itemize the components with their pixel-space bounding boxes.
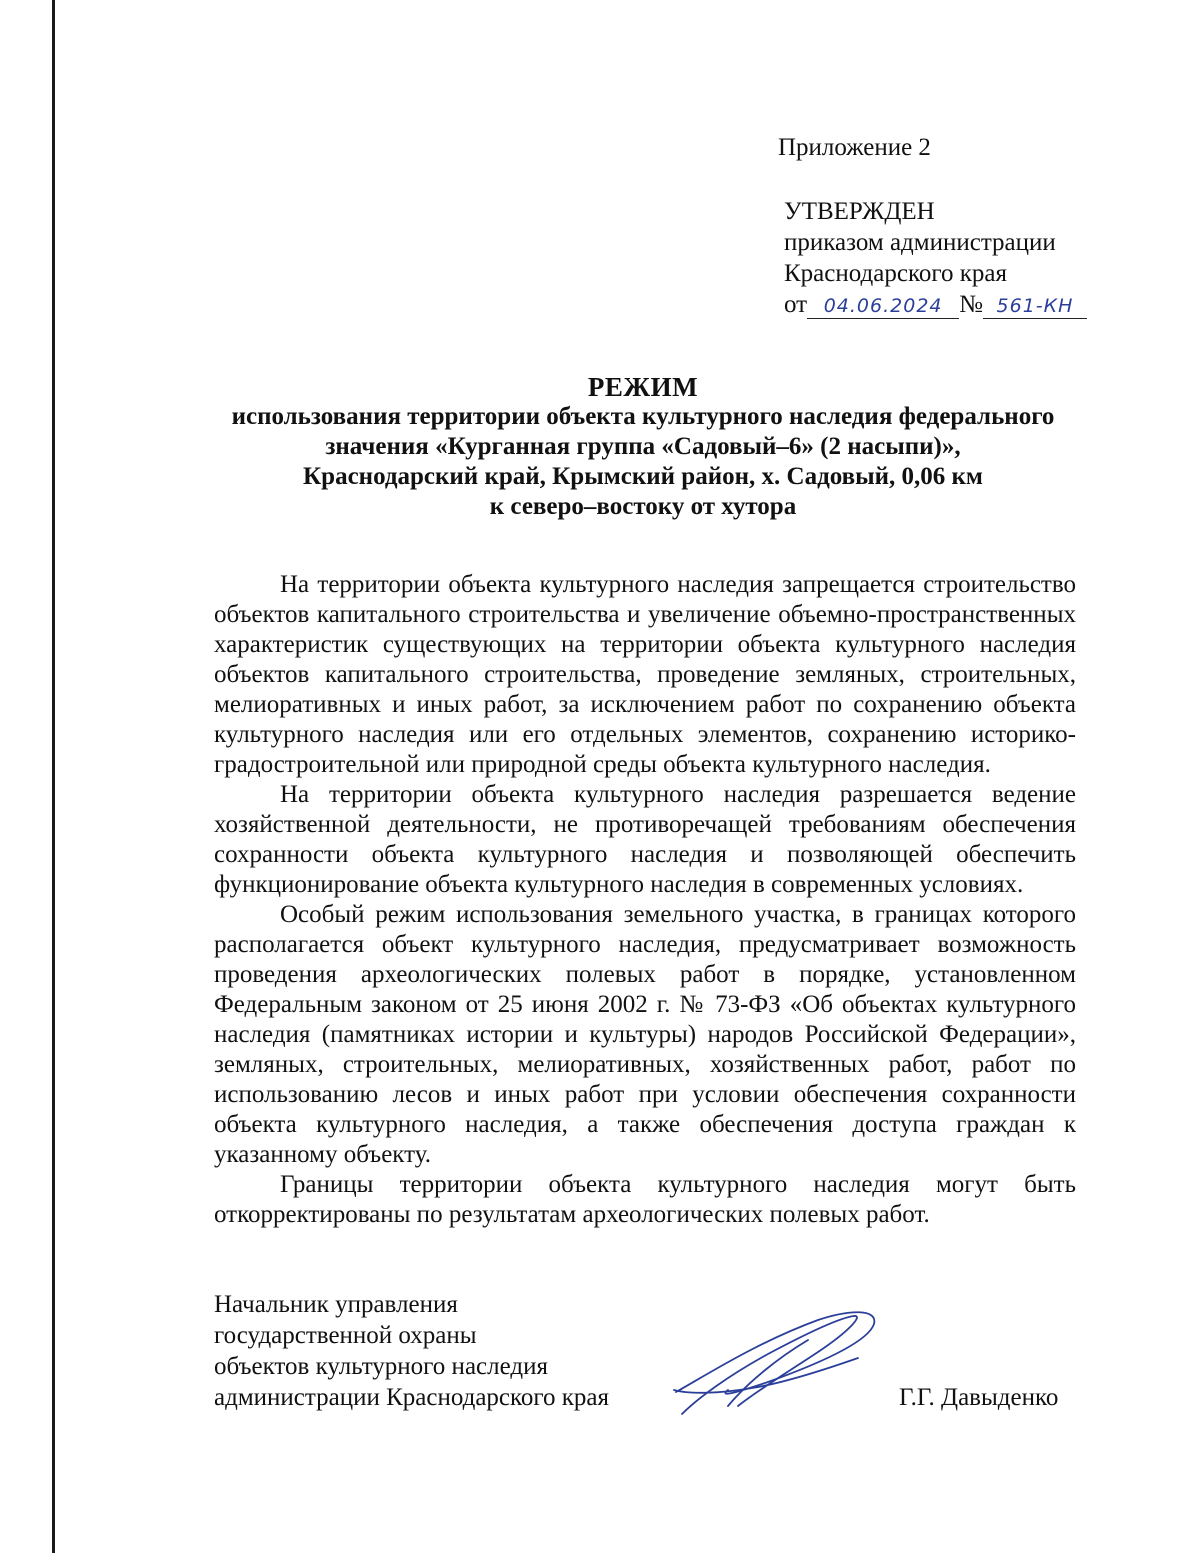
number-prefix: №: [959, 291, 983, 318]
handwritten-signature: [668, 1302, 888, 1424]
signatory-position: [214, 1289, 609, 1413]
title-line-4: к северо–востоку от хутора: [489, 493, 797, 520]
order-number: 561-КН: [983, 294, 1087, 319]
title-line-2: значения «Курганная группа «Садовый–6» (2 насыпи)»,: [325, 433, 961, 460]
position-line-1: Начальник управления: [214, 1291, 458, 1318]
approval-heading: УТВЕРЖДЕН: [784, 198, 935, 225]
position-line-3: объектов культурного наследия: [214, 1353, 548, 1380]
appendix-label: Приложение 2: [778, 134, 931, 161]
position-line-4: администрации Краснодарского края: [214, 1384, 610, 1411]
order-date: 04.06.2024: [807, 294, 959, 319]
scan-edge: [52, 0, 55, 1553]
paragraph-boundaries: Границы территории объекта культурного наследия могут быть откорректированы по результатам археологических полевых работ.: [214, 1171, 1076, 1228]
paragraph-permissions: На территории объекта культурного наследия разрешается ведение хозяйственной деятельности, не противоречащей требованиям обеспечения сохранности объекта культурного наследия и позволяющей обеспечить функционирование объекта культурного наследия в современных условиях.: [214, 781, 1076, 898]
title-main: РЕЖИМ: [587, 372, 699, 402]
approval-line-2: Краснодарского края: [784, 260, 1007, 287]
date-prefix: от: [784, 291, 808, 318]
position-line-2: государственной охраны: [214, 1322, 477, 1349]
approval-stamp: [784, 196, 1087, 320]
approval-date-row: [784, 289, 1087, 320]
paragraph-prohibitions: На территории объекта культурного наследия запрещается строительство объектов капитального строительства и увеличение объемно-пространственных характеристик существующих на территории объекта культурного наследия объектов капитального строительства, проведение земляных, строительных, мелиоративных и иных работ, за исключением работ по сохранению объекта культурного наследия или его отдельных элементов, сохранению историко-градостроительной или природной среды объекта культурного наследия.: [214, 571, 1076, 778]
document-body: [214, 570, 1076, 1230]
paragraph-special-regime: Особый режим использования земельного участка, в границах которого располагается объект культурного наследия, предусматривает возможность проведения археологических полевых работ в порядке, установленном Федеральным законом от 25 июня 2002 г. № 73-ФЗ «Об объектах культурного наследия (памятниках истории и культуры) народов Российской Федерации», земляных, строительных, мелиоративных, хозяйственных работ, работ по использованию лесов и иных работ при условии обеспечения сохранности объекта культурного наследия, а также обеспечения доступа граждан к указанному объекту.: [214, 901, 1076, 1168]
approval-line-1: приказом администрации: [784, 229, 1056, 256]
document-title: [214, 372, 1072, 522]
title-line-1: использования территории объекта культурного наследия федерального: [231, 403, 1055, 430]
title-line-3: Краснодарский край, Крымский район, х. Садовый, 0,06 км: [303, 463, 983, 490]
signer-name: Г.Г. Давыденко: [899, 1384, 1059, 1411]
